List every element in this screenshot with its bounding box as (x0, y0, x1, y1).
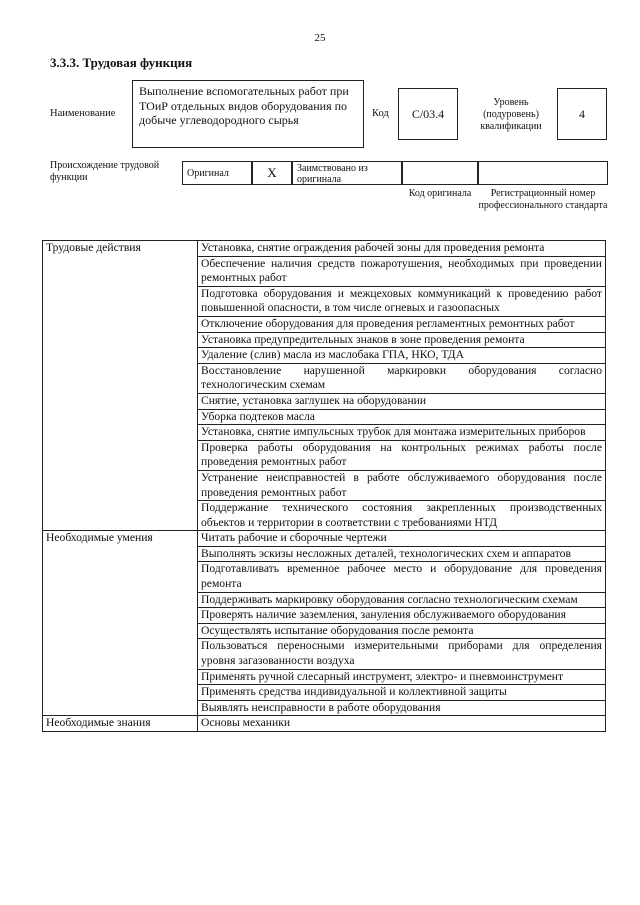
item-cell: Поддерживать маркировку оборудования согласно технологическим схемам (198, 592, 606, 608)
item-cell: Осуществлять испытание оборудования после ремонта (198, 623, 606, 639)
code-caption: Код оригинала (408, 188, 472, 199)
qualification-level: 4 (557, 88, 607, 140)
function-table-body (43, 241, 606, 732)
item-cell: Читать рабочие и сборочные чертежи (198, 531, 606, 547)
item-cell: Устранение неисправностей в работе обслуживаемого оборудования после проведения ремонтных работ (198, 470, 606, 500)
item-cell: Выполнять эскизы несложных деталей, технологических схем и аппаратов (198, 546, 606, 562)
section-title: 3.3.3. Трудовая функция (50, 55, 193, 70)
original-code-cell (402, 161, 478, 185)
category-cell: Необходимые знания (43, 716, 198, 732)
item-cell: Установка, снятие импульсных трубок для монтажа измерительных приборов (198, 425, 606, 441)
level-label: Уровень (подуровень) квалификации (480, 97, 542, 132)
reg-number-cell (478, 161, 608, 185)
item-cell: Проверка работы оборудования на контрольных режимах работы после проведения ремонтных работ (198, 440, 606, 470)
category-cell: Необходимые умения (43, 531, 198, 716)
item-cell: Применять ручной слесарный инструмент, электро- и пневмоинструмент (198, 669, 606, 685)
item-cell: Удаление (слив) масла из маслобака ГПА, НКО, ТДА (198, 348, 606, 364)
item-cell: Пользоваться переносными измерительными приборами для определения уровня загазованности воздуха (198, 639, 606, 669)
item-cell: Подготовка оборудования и межцеховых коммуникаций к проведению работ повышенной опасности, в том числе огневых и газоопасных (198, 286, 606, 316)
function-table (42, 240, 606, 732)
item-cell: Подготавливать временное рабочее место и оборудование для проведения ремонта (198, 562, 606, 592)
item-cell: Выявлять неисправности в работе оборудования (198, 700, 606, 716)
item-cell: Основы механики (198, 716, 606, 732)
item-cell: Поддержание технического состояния закрепленных производственных объектов и территории в соответствии с требованиями НТД (198, 501, 606, 531)
table-row (43, 241, 606, 257)
item-cell: Отключение оборудования для проведения регламентных ремонтных работ (198, 316, 606, 332)
function-name: Выполнение вспомогательных работ при ТОиР отдельных видов оборудования по добыче углеводородного сырья (132, 80, 364, 148)
item-cell: Снятие, установка заглушек на оборудовании (198, 393, 606, 409)
table-row (43, 716, 606, 732)
category-cell: Трудовые действия (43, 241, 198, 531)
original-label: Оригинал (182, 161, 252, 185)
item-cell: Применять средства индивидуальной и коллективной защиты (198, 685, 606, 701)
borrowed-label: Заимствовано из оригинала (292, 161, 402, 185)
item-cell: Проверять наличие заземления, зануления обслуживаемого оборудования (198, 608, 606, 624)
function-code: С/03.4 (398, 88, 458, 140)
page-number: 25 (314, 32, 326, 44)
table-row (43, 531, 606, 547)
origin-label: Происхождение трудовой функции (50, 160, 160, 183)
code-label: Код (372, 108, 389, 119)
original-mark: X (252, 161, 292, 185)
item-cell: Восстановление нарушенной маркировки оборудования согласно технологическим схемам (198, 363, 606, 393)
item-cell: Обеспечение наличия средств пожаротушения, необходимых при проведении ремонтных работ (198, 256, 606, 286)
reg-caption: Регистрационный номер профессионального стандарта (478, 188, 608, 211)
item-cell: Установка предупредительных знаков в зоне проведения ремонта (198, 332, 606, 348)
item-cell: Установка, снятие ограждения рабочей зоны для проведения ремонта (198, 241, 606, 257)
item-cell: Уборка подтеков масла (198, 409, 606, 425)
name-label: Наименование (50, 108, 116, 119)
origin-row (182, 161, 608, 185)
